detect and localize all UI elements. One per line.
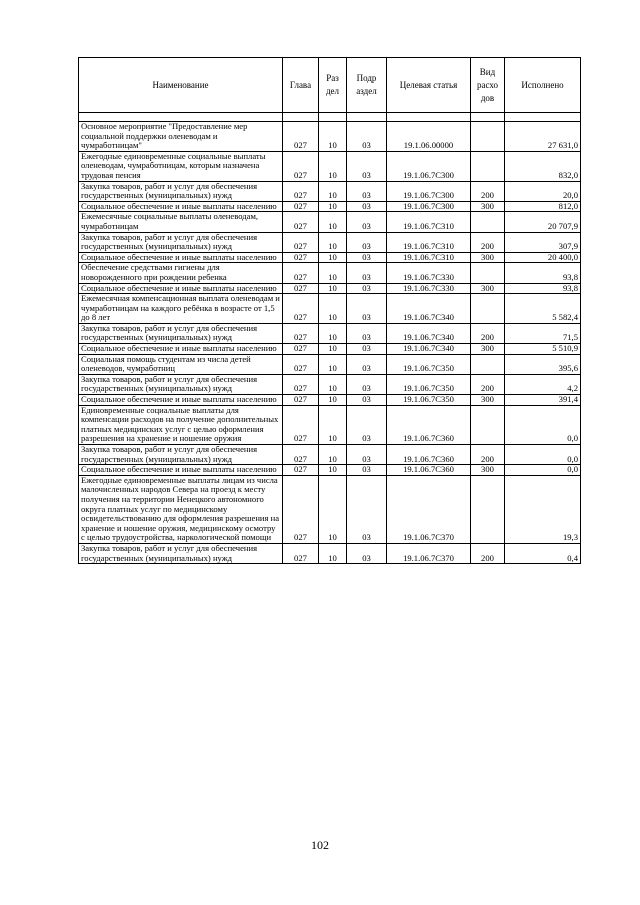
table-row bbox=[79, 201, 581, 212]
cell-sum: 20 400,0 bbox=[505, 252, 581, 263]
cell-podrazdel: 03 bbox=[347, 475, 387, 543]
cell-vid: 300 bbox=[471, 201, 505, 212]
cell-name: Социальное обеспечение и иные выплаты населению bbox=[79, 201, 283, 212]
cell-podrazdel: 03 bbox=[347, 354, 387, 374]
cell-name: Социальное обеспечение и иные выплаты населению bbox=[79, 465, 283, 476]
cell-glava: 027 bbox=[283, 354, 319, 374]
cell-podrazdel: 03 bbox=[347, 252, 387, 263]
cell-target: 19.1.06.7C340 bbox=[387, 344, 471, 355]
cell-name: Единовременные социальные выплаты для компенсации расходов на получение дополнительных платных медицинских услуг с целью оформления разрешения на хранение и ношение оружия bbox=[79, 405, 283, 444]
table-row bbox=[79, 344, 581, 355]
cell-sum: 27 631,0 bbox=[505, 122, 581, 152]
cell-glava: 027 bbox=[283, 475, 319, 543]
cell-razdel: 10 bbox=[319, 181, 347, 201]
cell-sum: 20 707,9 bbox=[505, 212, 581, 232]
cell-podrazdel: 03 bbox=[347, 294, 387, 324]
cell-razdel: 10 bbox=[319, 475, 347, 543]
cell-razdel: 10 bbox=[319, 151, 347, 181]
cell-glava: 027 bbox=[283, 122, 319, 152]
header-target: Целевая статья bbox=[387, 58, 471, 113]
cell-name: Закупка товаров, работ и услуг для обеспечения государственных (муниципальных) нужд bbox=[79, 543, 283, 563]
cell-razdel: 10 bbox=[319, 212, 347, 232]
cell-sum: 395,6 bbox=[505, 354, 581, 374]
cell-glava: 027 bbox=[283, 395, 319, 406]
cell-glava: 027 bbox=[283, 212, 319, 232]
header-glava: Глава bbox=[283, 58, 319, 113]
table-row bbox=[79, 405, 581, 444]
cell-glava: 027 bbox=[283, 374, 319, 394]
cell-vid: 200 bbox=[471, 374, 505, 394]
table-row bbox=[79, 283, 581, 294]
cell-name: Закупка товаров, работ и услуг для обеспечения государственных (муниципальных) нужд bbox=[79, 323, 283, 343]
table-row bbox=[79, 475, 581, 543]
cell-sum: 20,0 bbox=[505, 181, 581, 201]
cell-name: Закупка товаров, работ и услуг для обеспечения государственных (муниципальных) нужд bbox=[79, 374, 283, 394]
cell-podrazdel: 03 bbox=[347, 151, 387, 181]
cell-sum: 71,5 bbox=[505, 323, 581, 343]
cell-sum: 391,4 bbox=[505, 395, 581, 406]
cell-name: Закупка товаров, работ и услуг для обеспечения государственных (муниципальных) нужд bbox=[79, 232, 283, 252]
cell-name: Социальное обеспечение и иные выплаты населению bbox=[79, 344, 283, 355]
cell-podrazdel: 03 bbox=[347, 263, 387, 283]
cell-target: 19.1.06.7C370 bbox=[387, 475, 471, 543]
table-row bbox=[79, 122, 581, 152]
cell-sum: 93,8 bbox=[505, 283, 581, 294]
cell-target: 19.1.06.7C360 bbox=[387, 465, 471, 476]
table-row bbox=[79, 374, 581, 394]
cell-target: 19.1.06.7C310 bbox=[387, 252, 471, 263]
header-vid: Вид расхо дов bbox=[471, 58, 505, 113]
table-row bbox=[79, 181, 581, 201]
cell-razdel: 10 bbox=[319, 252, 347, 263]
cell-sum: 5 510,9 bbox=[505, 344, 581, 355]
cell-razdel: 10 bbox=[319, 232, 347, 252]
cell-vid: 300 bbox=[471, 283, 505, 294]
cell-vid: 300 bbox=[471, 395, 505, 406]
cell-razdel: 10 bbox=[319, 201, 347, 212]
cell-razdel: 10 bbox=[319, 395, 347, 406]
cell-target: 19.1.06.7C350 bbox=[387, 395, 471, 406]
cell-name: Социальное обеспечение и иные выплаты населению bbox=[79, 283, 283, 294]
table-row bbox=[79, 252, 581, 263]
cell-razdel: 10 bbox=[319, 283, 347, 294]
cell-vid bbox=[471, 263, 505, 283]
table-row bbox=[79, 151, 581, 181]
cell-name: Ежегодные единовременные выплаты лицам из числа малочисленных народов Севера на проезд к месту получения на территории Ненецкого автономного округа платных услуг по медицинскому освидетельствованию для оформления разрешения на хранение и ношение оружия, медицинскому осмотру с целью трудоустройства, наркологической помощи bbox=[79, 475, 283, 543]
cell-podrazdel: 03 bbox=[347, 181, 387, 201]
cell-name: Ежемесячные социальные выплаты оленеводам, чумработницам bbox=[79, 212, 283, 232]
cell-glava: 027 bbox=[283, 543, 319, 563]
cell-name: Социальное обеспечение и иные выплаты населению bbox=[79, 395, 283, 406]
cell-name: Закупка товаров, работ и услуг для обеспечения государственных (муниципальных) нужд bbox=[79, 445, 283, 465]
cell-target: 19.1.06.7C340 bbox=[387, 323, 471, 343]
cell-vid bbox=[471, 151, 505, 181]
cell-glava: 027 bbox=[283, 201, 319, 212]
cell-name: Закупка товаров, работ и услуг для обеспечения государственных (муниципальных) нужд bbox=[79, 181, 283, 201]
table-row bbox=[79, 323, 581, 343]
table-body bbox=[79, 113, 581, 564]
cell-target: 19.1.06.7C310 bbox=[387, 212, 471, 232]
budget-table bbox=[78, 57, 581, 564]
cell-vid: 300 bbox=[471, 252, 505, 263]
cell-target: 19.1.06.7C310 bbox=[387, 232, 471, 252]
cell-target: 19.1.06.7C340 bbox=[387, 294, 471, 324]
cell-podrazdel: 03 bbox=[347, 465, 387, 476]
page-number: 102 bbox=[311, 838, 329, 852]
cell-name: Социальная помощь студентам из числа детей оленеводов, чумработниц bbox=[79, 354, 283, 374]
cell-target: 19.1.06.7C300 bbox=[387, 201, 471, 212]
cell-target: 19.1.06.7C360 bbox=[387, 445, 471, 465]
cell-vid bbox=[471, 475, 505, 543]
cell-razdel: 10 bbox=[319, 543, 347, 563]
table-row bbox=[79, 465, 581, 476]
cell-glava: 027 bbox=[283, 181, 319, 201]
cell-name: Ежегодные единовременные социальные выплаты оленеводам, чумработницам, которым назначена трудовая пенсия bbox=[79, 151, 283, 181]
cell-name: Социальное обеспечение и иные выплаты населению bbox=[79, 252, 283, 263]
cell-sum: 0,0 bbox=[505, 405, 581, 444]
cell-podrazdel: 03 bbox=[347, 543, 387, 563]
cell-razdel: 10 bbox=[319, 344, 347, 355]
table-row bbox=[79, 543, 581, 563]
cell-sum: 0,4 bbox=[505, 543, 581, 563]
cell-sum: 19,3 bbox=[505, 475, 581, 543]
cell-glava: 027 bbox=[283, 445, 319, 465]
cell-target: 19.1.06.00000 bbox=[387, 122, 471, 152]
cell-glava: 027 bbox=[283, 151, 319, 181]
table-row bbox=[79, 294, 581, 324]
cell-vid: 200 bbox=[471, 181, 505, 201]
table-row bbox=[79, 354, 581, 374]
spacer-row bbox=[79, 113, 581, 122]
cell-name: Ежемесячная компенсационная выплата оленеводам и чумработницам на каждого ребёнка в возрасте от 1,5 до 8 лет bbox=[79, 294, 283, 324]
cell-razdel: 10 bbox=[319, 374, 347, 394]
cell-glava: 027 bbox=[283, 405, 319, 444]
cell-razdel: 10 bbox=[319, 445, 347, 465]
cell-target: 19.1.06.7C370 bbox=[387, 543, 471, 563]
cell-glava: 027 bbox=[283, 465, 319, 476]
cell-podrazdel: 03 bbox=[347, 201, 387, 212]
cell-razdel: 10 bbox=[319, 263, 347, 283]
cell-razdel: 10 bbox=[319, 294, 347, 324]
cell-vid bbox=[471, 354, 505, 374]
cell-razdel: 10 bbox=[319, 122, 347, 152]
cell-vid: 200 bbox=[471, 323, 505, 343]
cell-sum: 93,8 bbox=[505, 263, 581, 283]
cell-sum: 832,0 bbox=[505, 151, 581, 181]
header-name: Наименование bbox=[79, 58, 283, 113]
cell-target: 19.1.06.7C300 bbox=[387, 181, 471, 201]
cell-target: 19.1.06.7C350 bbox=[387, 374, 471, 394]
cell-podrazdel: 03 bbox=[347, 122, 387, 152]
header-executed: Исполнено bbox=[505, 58, 581, 113]
cell-podrazdel: 03 bbox=[347, 212, 387, 232]
header-razdel: Раз дел bbox=[319, 58, 347, 113]
cell-podrazdel: 03 bbox=[347, 445, 387, 465]
cell-target: 19.1.06.7C360 bbox=[387, 405, 471, 444]
cell-podrazdel: 03 bbox=[347, 405, 387, 444]
cell-vid bbox=[471, 212, 505, 232]
cell-sum: 0,0 bbox=[505, 465, 581, 476]
cell-razdel: 10 bbox=[319, 465, 347, 476]
cell-glava: 027 bbox=[283, 294, 319, 324]
cell-glava: 027 bbox=[283, 263, 319, 283]
cell-name: Основное мероприятие "Предоставление мер социальной поддержки оленеводам и чумработницам" bbox=[79, 122, 283, 152]
cell-target: 19.1.06.7C330 bbox=[387, 283, 471, 294]
header-podrazdel: Подр аздел bbox=[347, 58, 387, 113]
table-row bbox=[79, 232, 581, 252]
cell-podrazdel: 03 bbox=[347, 283, 387, 294]
table-row bbox=[79, 395, 581, 406]
cell-glava: 027 bbox=[283, 344, 319, 355]
cell-vid bbox=[471, 294, 505, 324]
cell-vid: 300 bbox=[471, 344, 505, 355]
cell-razdel: 10 bbox=[319, 405, 347, 444]
cell-podrazdel: 03 bbox=[347, 232, 387, 252]
cell-sum: 0,0 bbox=[505, 445, 581, 465]
table-header-row bbox=[79, 58, 581, 113]
cell-vid: 200 bbox=[471, 232, 505, 252]
cell-podrazdel: 03 bbox=[347, 344, 387, 355]
cell-vid: 200 bbox=[471, 445, 505, 465]
cell-vid: 200 bbox=[471, 543, 505, 563]
cell-glava: 027 bbox=[283, 323, 319, 343]
cell-sum: 812,0 bbox=[505, 201, 581, 212]
cell-podrazdel: 03 bbox=[347, 395, 387, 406]
cell-target: 19.1.06.7C330 bbox=[387, 263, 471, 283]
cell-podrazdel: 03 bbox=[347, 323, 387, 343]
cell-vid bbox=[471, 122, 505, 152]
cell-sum: 5 582,4 bbox=[505, 294, 581, 324]
cell-name: Обеспечение средствами гигиены для новорожденного при рождении ребенка bbox=[79, 263, 283, 283]
cell-target: 19.1.06.7C300 bbox=[387, 151, 471, 181]
cell-podrazdel: 03 bbox=[347, 374, 387, 394]
table-row bbox=[79, 263, 581, 283]
cell-razdel: 10 bbox=[319, 323, 347, 343]
table-row bbox=[79, 212, 581, 232]
cell-glava: 027 bbox=[283, 252, 319, 263]
cell-vid: 300 bbox=[471, 465, 505, 476]
cell-target: 19.1.06.7C350 bbox=[387, 354, 471, 374]
cell-glava: 027 bbox=[283, 232, 319, 252]
cell-glava: 027 bbox=[283, 283, 319, 294]
cell-sum: 307,9 bbox=[505, 232, 581, 252]
table-row bbox=[79, 445, 581, 465]
cell-razdel: 10 bbox=[319, 354, 347, 374]
cell-vid bbox=[471, 405, 505, 444]
cell-sum: 4,2 bbox=[505, 374, 581, 394]
